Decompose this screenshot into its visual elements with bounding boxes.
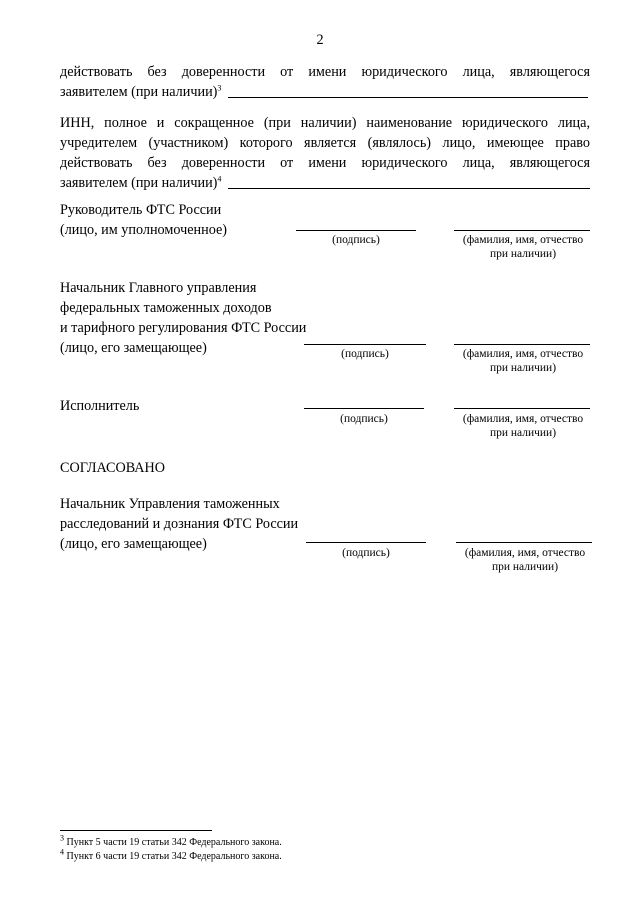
signature-1-name-label: (фамилия, имя, отчество при наличии) — [462, 234, 584, 260]
signature-3-name-label: (фамилия, имя, отчество при наличии) — [462, 413, 584, 439]
signature-2-sign-label: (подпись) — [341, 348, 389, 360]
signature-2-title-line-1: Начальник Главного управления — [60, 280, 257, 296]
signature-1-title — [60, 200, 227, 240]
signature-1-title-line-1: Руководитель ФТС России — [60, 202, 222, 218]
footnote-separator — [60, 830, 212, 831]
footnote-4 — [60, 847, 282, 863]
signature-4-name-label: (фамилия, имя, отчество при наличии) — [464, 547, 586, 573]
footnote-4-text: Пункт 6 части 19 статьи 342 Федерального закона. — [64, 851, 282, 862]
signature-2-title — [60, 278, 306, 358]
paragraph-1-line-1: действовать без доверенности от имени юридического лица, являющегося — [60, 64, 590, 80]
footnote-4-number: 4 — [60, 847, 64, 857]
paragraph-2-line-2: учредителем (участником) которого является (являлось) лицо, имеющее право — [60, 135, 590, 151]
paragraph-2-line-4 — [60, 173, 221, 193]
footnote-3-text: Пункт 5 части 19 статьи 342 Федерального закона. — [64, 837, 282, 848]
signature-4-name-line — [456, 542, 592, 543]
paragraph-2-line-3: действовать без доверенности от имени юридического лица, являющегося — [60, 155, 590, 171]
paragraph-2-line-1: ИНН, полное и сокращенное (при наличии) наименование юридического лица, — [60, 115, 590, 131]
footnote-3-number: 3 — [60, 833, 64, 843]
signature-4-title-line-3: (лицо, его замещающее) — [60, 536, 207, 552]
signature-4-title-line-2: расследований и дознания ФТС России — [60, 516, 299, 532]
signature-3-sign-line — [304, 408, 424, 409]
signature-2-name-label: (фамилия, имя, отчество при наличии) — [462, 348, 584, 374]
fill-line-1 — [228, 97, 588, 98]
signature-4-sign-line — [306, 542, 426, 543]
footnote-3 — [60, 833, 282, 849]
signature-4-title-line-1: Начальник Управления таможенных — [60, 496, 280, 512]
footnote-ref-3: 3 — [217, 83, 222, 93]
paragraph-1-line-2 — [60, 82, 221, 102]
signature-1-name-line — [454, 230, 590, 231]
agreed-heading: СОГЛАСОВАНО — [60, 460, 166, 476]
signature-2-title-line-3: и тарифного регулирования ФТС России — [60, 320, 307, 336]
signature-3-title-line-1: Исполнитель — [60, 398, 140, 414]
fill-line-2 — [228, 188, 590, 189]
signature-4-sign-label: (подпись) — [342, 547, 390, 559]
page-number: 2 — [316, 32, 324, 48]
paragraph-1-text: заявителем (при наличии) — [60, 84, 218, 100]
signature-3-sign-label: (подпись) — [340, 413, 388, 425]
paragraph-2-text: заявителем (при наличии) — [60, 175, 218, 191]
signature-2-title-line-4: (лицо, его замещающее) — [60, 340, 207, 356]
footnote-ref-4: 4 — [217, 174, 222, 184]
signature-1-sign-line — [296, 230, 416, 231]
signature-3-name-line — [454, 408, 590, 409]
signature-1-sign-label: (подпись) — [332, 234, 380, 246]
signature-2-name-line — [454, 344, 590, 345]
signature-2-title-line-2: федеральных таможенных доходов — [60, 300, 272, 316]
signature-1-title-line-2: (лицо, им уполномоченное) — [60, 222, 227, 238]
signature-3-title — [60, 396, 139, 416]
signature-4-title — [60, 494, 298, 554]
signature-2-sign-line — [304, 344, 426, 345]
